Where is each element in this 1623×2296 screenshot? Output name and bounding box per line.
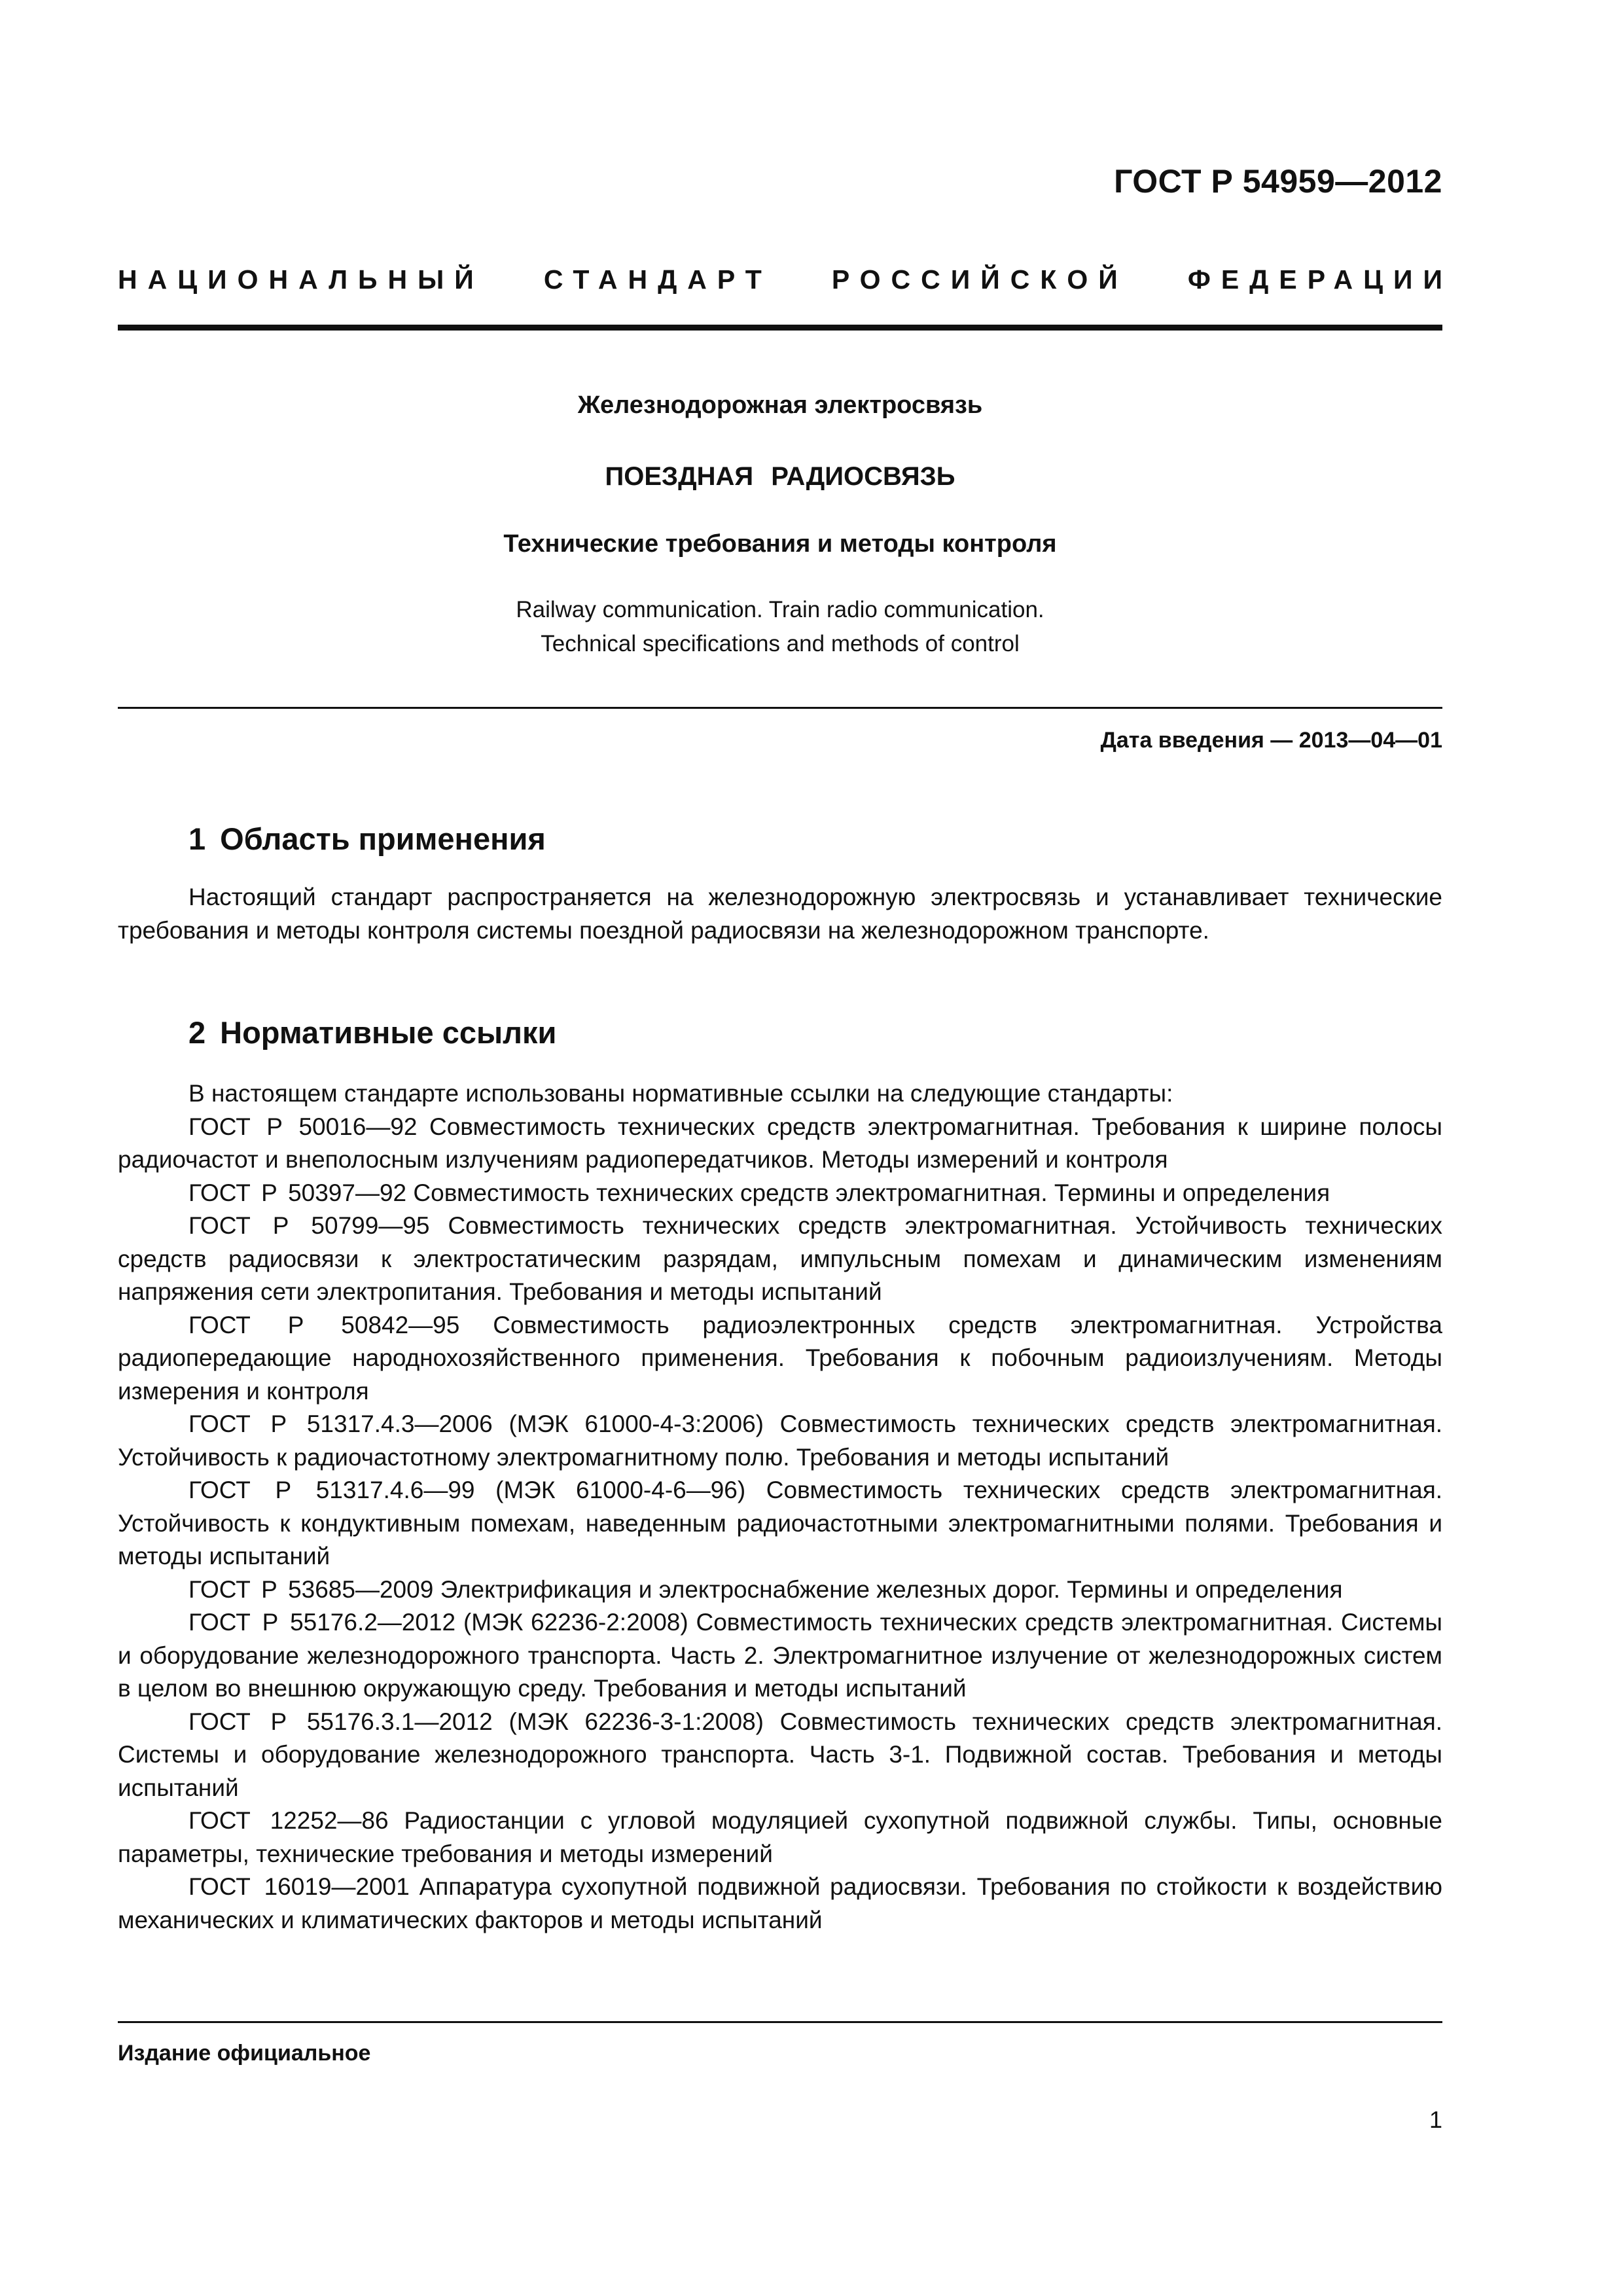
reference-code: ГОСТ Р 50016—92 (188, 1113, 418, 1140)
scope-paragraph: Настоящий стандарт распространяется на железнодорожную электросвязь и устанавливает технические требования и методы контроля системы поездной радиосвязи на железнодорожном транспорте. (118, 884, 1442, 944)
english-title-line: Technical specifications and methods of control (541, 631, 1020, 656)
reference-text: (МЭК 62236-2:2008) Совместимость технических средств электромагнитная. Системы и оборудование железнодорожного транспорта. Часть 2. Электромагнитное излучение от железнодорожных систем в целом во внешнюю окружающую среду. Требования и методы испытаний (118, 1609, 1443, 1702)
page-number: 1 (1429, 2106, 1442, 2133)
reference-code: ГОСТ Р 50842—95 (188, 1311, 460, 1338)
reference-item (118, 1177, 1442, 1210)
reference-text: (МЭК 61000-4-3:2006) Совместимость технических средств электромагнитная. Устойчивость к радиочастотному электромагнитному полю. Требования и методы испытаний (118, 1410, 1443, 1471)
reference-code: ГОСТ Р 51317.4.3—2006 (188, 1410, 493, 1437)
banner-word: ФЕДЕРАЦИИ (1187, 264, 1453, 295)
reference-code: ГОСТ 16019—2001 (188, 1873, 410, 1900)
section-title: Нормативные ссылки (220, 1015, 557, 1050)
section-number: 2 (188, 1015, 206, 1050)
document-page (118, 0, 1453, 2296)
reference-text: Аппаратура сухопутной подвижной радиосвязи. Требования по стойкости к воздействию механических и климатических факторов и методы испытаний (118, 1873, 1442, 1933)
document-title (118, 462, 1442, 492)
reference-item (118, 1408, 1442, 1474)
reference-item (118, 1804, 1442, 1871)
banner-word: СТАНДАРТ (543, 264, 772, 295)
national-standard-banner (118, 264, 1453, 295)
banner-word: НАЦИОНАЛЬНЫЙ (118, 264, 484, 295)
title-divider (118, 707, 1442, 709)
section-number: 1 (188, 821, 206, 856)
references-list (118, 1077, 1442, 1937)
reference-item (118, 1706, 1442, 1805)
reference-item (118, 1871, 1442, 1937)
reference-text: (МЭК 62236-3-1:2008) Совместимость технических средств электромагнитная. Системы и оборудование железнодорожного транспорта. Часть 3-1. Подвижной состав. Требования и методы испытаний (118, 1708, 1443, 1801)
document-subtitle: Технические требования и методы контроля (503, 530, 1057, 558)
reference-text: (МЭК 61000-4-6—96) Совместимость технических средств электромагнитная. Устойчивость к кондуктивным помехам, наведенным радиочастотными электромагнитными полями. Требования и методы испытаний (118, 1477, 1443, 1570)
reference-item (118, 1309, 1442, 1408)
title-word: ПОЕЗДНАЯ (605, 462, 754, 491)
reference-code: ГОСТ Р 55176.2—2012 (188, 1609, 456, 1636)
reference-code: ГОСТ Р 50799—95 (188, 1212, 430, 1239)
reference-text: Совместимость технических средств электромагнитная. Устойчивость технических средств радиосвязи к электростатическим разрядам, импульсным помехам и динамическим изменениям напряжения сети электропитания. Требования и методы испытаний (118, 1212, 1442, 1305)
reference-item (118, 1474, 1442, 1573)
reference-code: ГОСТ Р 51317.4.6—99 (188, 1477, 475, 1503)
official-edition-label: Издание официальное (118, 2041, 371, 2066)
references-intro: В настоящем стандарте использованы нормативные ссылки на следующие стандарты: (188, 1080, 1173, 1107)
reference-code: ГОСТ Р 53685—2009 (188, 1575, 434, 1603)
section-heading-scope (188, 821, 546, 857)
document-code: ГОСТ Р 54959—2012 (1114, 163, 1442, 200)
reference-item (118, 1573, 1442, 1607)
reference-text: Радиостанции с угловой модуляцией сухопутной подвижной службы. Типы, основные параметры, технические требования и методы измерений (118, 1807, 1442, 1867)
reference-item (118, 1606, 1442, 1706)
reference-code: ГОСТ 12252—86 (188, 1807, 389, 1834)
section-heading-references (188, 1014, 556, 1050)
scope-text-block (118, 881, 1442, 947)
reference-text: Совместимость технических средств электромагнитная. Требования к ширине полосы радиочастот и внеполосным излучениям радиопередатчиков. Методы измерений и контроля (118, 1113, 1442, 1173)
reference-code: ГОСТ Р 55176.3.1—2012 (188, 1708, 493, 1735)
reference-text: Электрификация и электроснабжение железных дорог. Термины и определения (440, 1575, 1343, 1603)
banner-word: РОССИЙСКОЙ (831, 264, 1128, 295)
english-title (118, 593, 1442, 661)
reference-text: Совместимость радиоэлектронных средств электромагнитная. Устройства радиопередающие народнохозяйственного применения. Требования к побочным радиоизлучениям. Методы измерения и контроля (118, 1311, 1442, 1405)
reference-text: Совместимость технических средств электромагнитная. Термины и определения (413, 1179, 1330, 1206)
reference-item (118, 1111, 1442, 1177)
reference-code: ГОСТ Р 50397—92 (188, 1179, 407, 1206)
title-word: РАДИОСВЯЗЬ (771, 462, 955, 491)
reference-item (118, 1210, 1442, 1309)
english-title-line: Railway communication. Train radio communication. (516, 597, 1044, 622)
footer-divider (118, 2021, 1442, 2023)
header-divider (118, 325, 1442, 331)
introduction-date: Дата введения — 2013—04—01 (1100, 728, 1442, 753)
section-title: Область применения (220, 821, 546, 856)
document-subject: Железнодорожная электросвязь (577, 391, 983, 419)
